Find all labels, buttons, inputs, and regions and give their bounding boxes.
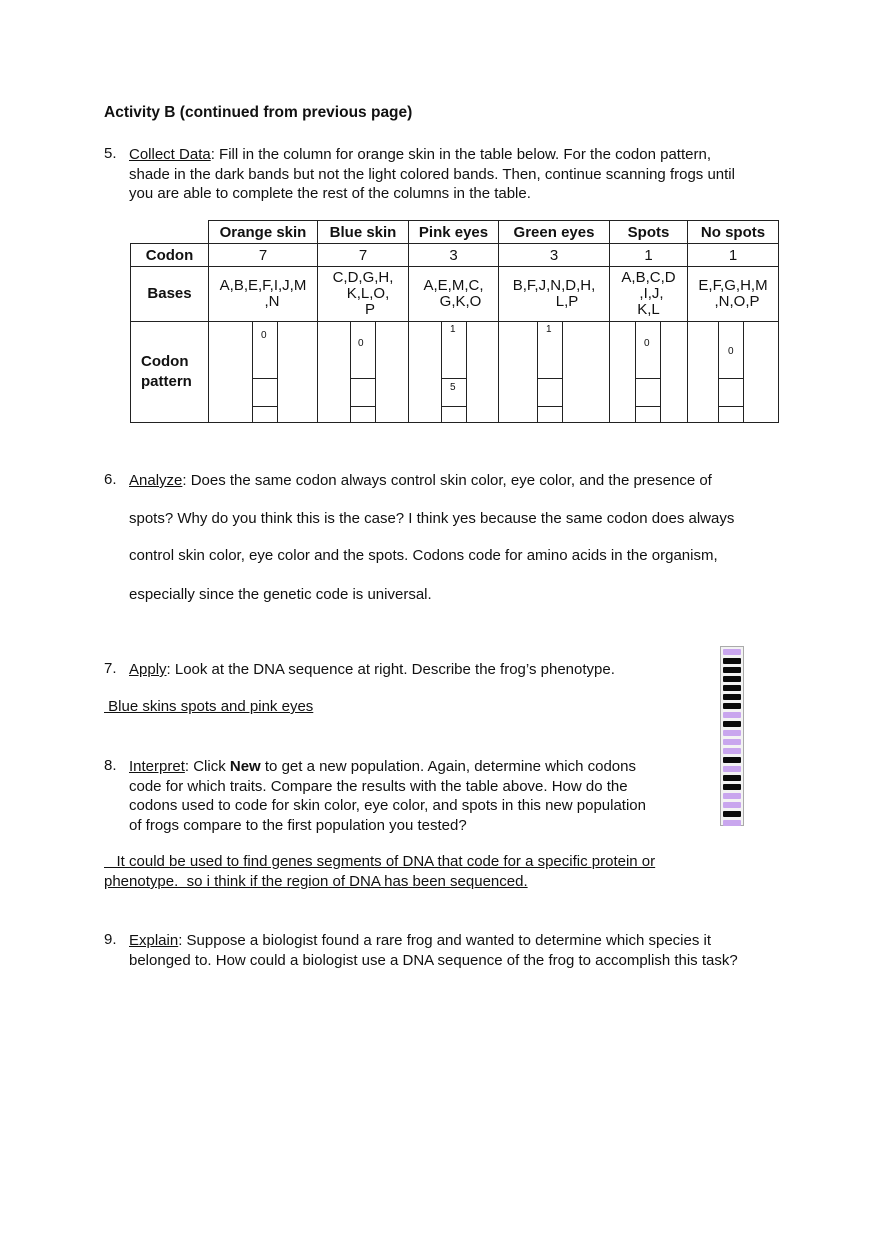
- bases-line: G,K,O: [439, 293, 482, 310]
- codon-cell[interactable]: 3: [409, 244, 499, 267]
- header-blue-skin: Blue skin: [318, 221, 409, 244]
- codon-cell[interactable]: 3: [499, 244, 610, 267]
- q8-number: 8.: [104, 757, 117, 774]
- codon-pattern-strip[interactable]: [252, 322, 278, 422]
- bases-line: A,B,C,D: [621, 269, 676, 286]
- dna-band-light: [723, 712, 741, 718]
- q8-line3: codons used to code for skin color, eye color, and spots in this new population: [129, 797, 646, 814]
- strip-number: 0: [358, 338, 364, 349]
- dna-band-light: [723, 748, 741, 754]
- dna-band-light: [723, 820, 741, 826]
- pattern-cell[interactable]: [688, 322, 779, 423]
- q8-answer-line2[interactable]: phenotype. so i think if the region of DNA has been sequenced.: [104, 873, 528, 890]
- strip-number: 0: [261, 330, 267, 341]
- bases-line: ,I,J,: [639, 285, 664, 302]
- q7-text: [129, 660, 615, 680]
- dna-band-dark: [723, 685, 741, 691]
- header-pink-eyes: Pink eyes: [409, 221, 499, 244]
- q6-label: Analyze: [129, 472, 183, 489]
- bases-cell[interactable]: [409, 267, 499, 322]
- dna-band-dark: [723, 757, 741, 763]
- bases-cell[interactable]: [688, 267, 779, 322]
- dna-band-dark: [723, 721, 741, 727]
- q5-line2: shade in the dark bands but not the light colored bands. Then, continue scanning frogs until: [129, 165, 735, 183]
- q8-text: [129, 757, 646, 835]
- pattern-cell[interactable]: [209, 322, 318, 423]
- bases-cell[interactable]: [318, 267, 409, 322]
- strip-number: 0: [644, 338, 650, 349]
- bases-line: L,P: [555, 293, 579, 310]
- codon-pattern-strip[interactable]: [350, 322, 376, 422]
- q9-line2: belonged to. How could a biologist use a DNA sequence of the frog to accomplish this task?: [129, 951, 738, 969]
- bases-line: P: [364, 301, 375, 318]
- pattern-cell[interactable]: [499, 322, 610, 423]
- bases-cell[interactable]: [209, 267, 318, 322]
- dna-band-light: [723, 730, 741, 736]
- strip-number: 1: [546, 324, 552, 335]
- q6-number: 6.: [104, 471, 117, 488]
- codon-cell[interactable]: 7: [318, 244, 409, 267]
- q8-answer-line1[interactable]: It could be used to find genes segments of DNA that code for a specific protein or: [104, 853, 656, 870]
- dna-band-light: [723, 766, 741, 772]
- header-green-eyes: Green eyes: [499, 221, 610, 244]
- q6-line1: : Does the same codon always control skin color, eye color, and the presence of: [182, 472, 712, 489]
- pattern-cell[interactable]: [409, 322, 499, 423]
- bases-cell[interactable]: [499, 267, 610, 322]
- pattern-cell[interactable]: [318, 322, 409, 423]
- activity-heading: Activity B (continued from previous page): [104, 104, 413, 121]
- pattern-label-line1: Codon: [141, 353, 189, 370]
- codon-pattern-strip[interactable]: [718, 322, 744, 422]
- q8-line2: code for which traits. Compare the results with the table above. How do the: [129, 777, 628, 795]
- q8-line1b: to get a new population. Again, determine which codons: [260, 758, 636, 775]
- codon-cell[interactable]: 1: [688, 244, 779, 267]
- bases-line: A,E,M,C,: [423, 277, 484, 294]
- q5-number: 5.: [104, 145, 117, 162]
- bases-cell[interactable]: [610, 267, 688, 322]
- table-corner: [131, 221, 209, 244]
- q6-line2: spots? Why do you think this is the case? I think yes because the same codon does always: [129, 510, 735, 527]
- header-orange-skin: Orange skin: [209, 221, 318, 244]
- dna-sequence-strip: [720, 646, 744, 826]
- q9-label: Explain: [129, 932, 179, 949]
- bases-line: K,L: [637, 301, 660, 318]
- pattern-row-label: [131, 322, 209, 423]
- bases-line: A,B,E,F,I,J,M: [219, 277, 307, 294]
- bases-line: E,F,G,H,M: [698, 277, 768, 294]
- q5-line1: : Fill in the column for orange skin in the table below. For the codon pattern,: [210, 146, 711, 163]
- codon-cell[interactable]: 7: [209, 244, 318, 267]
- q8-line1a: : Click: [184, 758, 230, 775]
- dna-band-dark: [723, 658, 741, 664]
- q8-label: Interpret: [129, 758, 185, 775]
- pattern-label-line2: pattern: [141, 373, 192, 390]
- codon-pattern-strip[interactable]: [441, 322, 467, 422]
- header-spots: Spots: [610, 221, 688, 244]
- q9-text: [129, 931, 738, 970]
- new-button-label: New: [229, 758, 261, 775]
- q9-number: 9.: [104, 931, 117, 948]
- strip-number: 0: [728, 346, 734, 357]
- q7-line1: : Look at the DNA sequence at right. Describe the frog’s phenotype.: [166, 661, 615, 678]
- dna-band-dark: [723, 811, 741, 817]
- bases-line: C,D,G,H,: [332, 269, 394, 286]
- dna-band-dark: [723, 667, 741, 673]
- q7-label: Apply: [129, 661, 167, 678]
- codon-cell[interactable]: 1: [610, 244, 688, 267]
- codon-row-label: Codon: [131, 244, 209, 267]
- bases-line: ,N: [264, 293, 280, 310]
- dna-band-light: [723, 793, 741, 799]
- q9-line1: : Suppose a biologist found a rare frog and wanted to determine which species it: [178, 932, 712, 949]
- dna-band-light: [723, 739, 741, 745]
- strip-number: 1: [450, 324, 456, 335]
- q7-answer[interactable]: Blue skins spots and pink eyes: [104, 698, 314, 715]
- bases-line: B,F,J,N,D,H,: [512, 277, 596, 294]
- pattern-cell[interactable]: [610, 322, 688, 423]
- dna-band-dark: [723, 676, 741, 682]
- codon-pattern-strip[interactable]: [635, 322, 661, 422]
- q6-text: [129, 471, 734, 604]
- q8-line4: of frogs compare to the first population you tested?: [129, 816, 467, 834]
- q5-label: Collect Data: [129, 146, 211, 163]
- bases-row-label: Bases: [131, 267, 209, 322]
- dna-band-light: [723, 649, 741, 655]
- strip-number: 5: [450, 382, 456, 393]
- dna-band-dark: [723, 775, 741, 781]
- codon-data-table: [130, 220, 779, 423]
- q5-line3: you are able to complete the rest of the columns in the table.: [129, 185, 531, 202]
- dna-band-dark: [723, 703, 741, 709]
- dna-band-dark: [723, 784, 741, 790]
- dna-band-dark: [723, 694, 741, 700]
- q6-line3: control skin color, eye color and the spots. Codons code for amino acids in the organism,: [129, 547, 718, 564]
- header-no-spots: No spots: [688, 221, 779, 244]
- bases-line: ,N,O,P: [714, 293, 760, 310]
- codon-pattern-strip[interactable]: [537, 322, 563, 422]
- q5-text: [129, 145, 735, 204]
- dna-band-light: [723, 802, 741, 808]
- q6-line4: especially since the genetic code is universal.: [129, 586, 432, 603]
- bases-line: K,L,O,: [346, 285, 390, 302]
- q7-number: 7.: [104, 660, 117, 677]
